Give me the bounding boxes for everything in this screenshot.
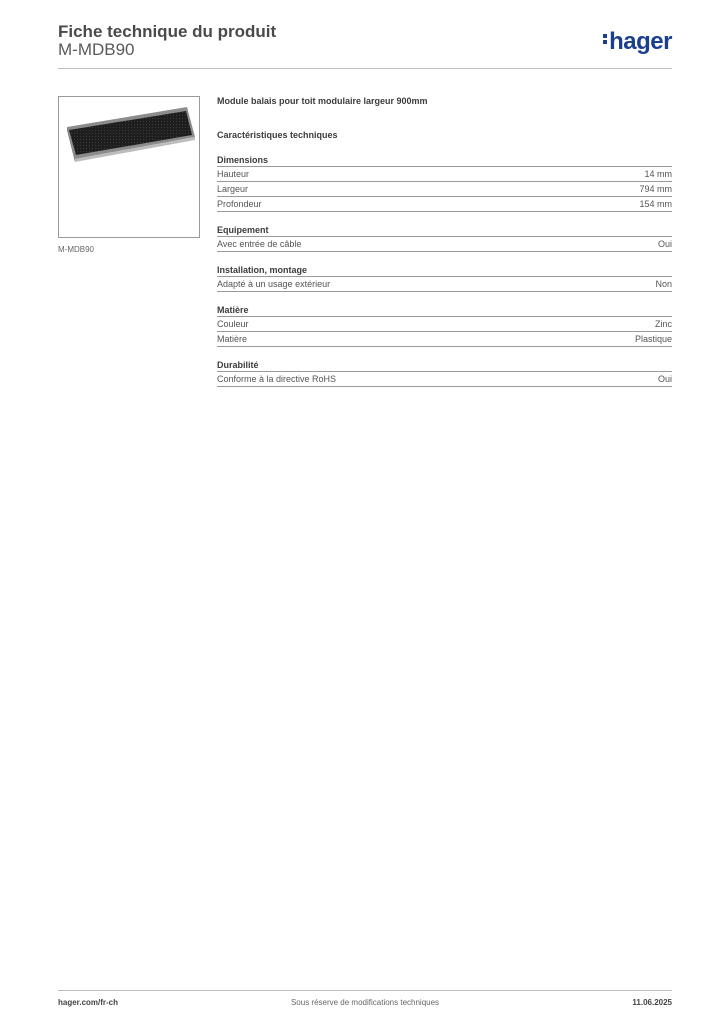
footer-website-link[interactable]: hager.com/fr-ch bbox=[58, 998, 119, 1007]
section-title: Equipement bbox=[217, 224, 672, 237]
spec-section-matiere bbox=[217, 304, 672, 347]
spec-label: Avec entrée de câble bbox=[217, 239, 302, 249]
spec-label: Adapté à un usage extérieur bbox=[217, 279, 331, 289]
header-divider bbox=[58, 68, 672, 69]
spec-row bbox=[217, 277, 672, 292]
spec-value: 154 mm bbox=[639, 199, 672, 209]
spec-value: 794 mm bbox=[639, 184, 672, 194]
product-reference: M-MDB90 bbox=[58, 40, 135, 59]
spec-value: 14 mm bbox=[644, 169, 672, 179]
spec-heading: Caractéristiques techniques bbox=[217, 130, 338, 140]
spec-row bbox=[217, 197, 672, 212]
spec-value: Oui bbox=[657, 239, 672, 249]
section-title: Matière bbox=[217, 304, 672, 317]
image-caption: M-MDB90 bbox=[58, 245, 95, 254]
product-image-frame bbox=[58, 96, 200, 238]
hager-logo bbox=[603, 28, 672, 56]
spec-row bbox=[217, 237, 672, 252]
spec-label: Conforme à la directive RoHS bbox=[217, 374, 337, 384]
logo-text: hager bbox=[609, 28, 672, 55]
section-title: Durabilité bbox=[217, 359, 672, 372]
page-header bbox=[58, 20, 672, 68]
section-title: Dimensions bbox=[217, 154, 672, 167]
spec-row bbox=[217, 167, 672, 182]
spec-section-dimensions bbox=[217, 154, 672, 212]
spec-section-installation bbox=[217, 264, 672, 292]
spec-label: Couleur bbox=[217, 319, 249, 329]
spec-label: Profondeur bbox=[217, 199, 262, 209]
footer-date: 11.06.2025 bbox=[632, 998, 672, 1007]
footer-disclaimer: Sous réserve de modifications techniques bbox=[290, 998, 440, 1007]
spec-section-equipement bbox=[217, 224, 672, 252]
spec-value: Oui bbox=[657, 374, 672, 384]
spec-label: Largeur bbox=[217, 184, 249, 194]
spec-label: Matière bbox=[217, 334, 248, 344]
logo-dots-icon bbox=[603, 32, 607, 46]
spec-row bbox=[217, 317, 672, 332]
document-title: Fiche technique du produit bbox=[58, 22, 277, 41]
section-title: Installation, montage bbox=[217, 264, 672, 277]
spec-row bbox=[217, 332, 672, 347]
spec-row bbox=[217, 182, 672, 197]
footer-divider bbox=[58, 990, 672, 991]
product-description: Module balais pour toit modulaire largeur 900mm bbox=[217, 96, 428, 106]
product-image bbox=[59, 97, 199, 237]
spec-value: Plastique bbox=[634, 334, 672, 344]
spec-label: Hauteur bbox=[217, 169, 250, 179]
spec-value: Non bbox=[655, 279, 672, 289]
spec-row bbox=[217, 372, 672, 387]
spec-section-durabilite bbox=[217, 359, 672, 387]
spec-value: Zinc bbox=[654, 319, 672, 329]
spec-content bbox=[217, 96, 672, 387]
